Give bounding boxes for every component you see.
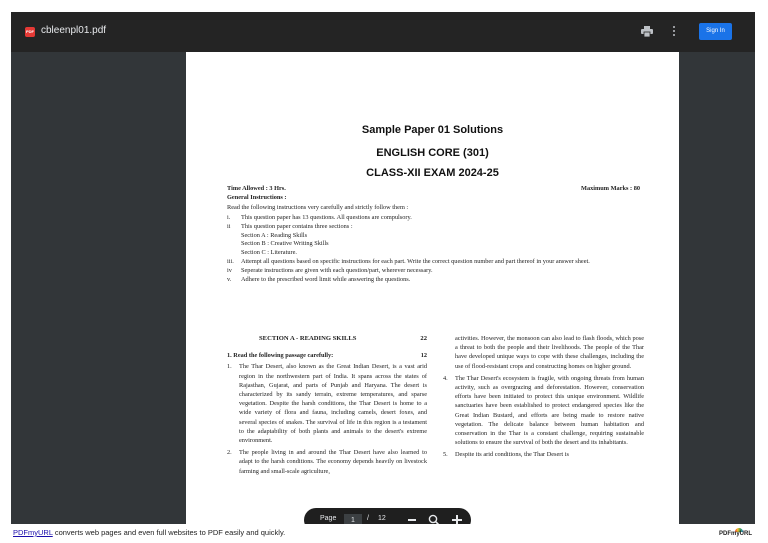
page-number-input[interactable] [344,514,362,524]
doc-subject: ENGLISH CORE (301) [376,147,489,159]
doc-class: CLASS-XII EXAM 2024-25 [366,167,499,179]
pdfmyurl-logo: PDFmyURL [719,528,755,540]
instruction-item: iii. Attempt all questions based on specific instructions for each part. Write the correct question number and part thereof in your answer sheet. [227,257,590,265]
zoom-fit-icon[interactable] [428,514,440,524]
footer-text [13,528,285,537]
section-a-heading: SECTION A - READING SKILLS 22 [259,335,427,342]
pdfmyurl-link[interactable]: PDFmyURL [13,528,53,537]
page-label: Page [320,515,337,522]
instructions-intro: Read the following instructions very carefully and strictly follow them : [227,204,409,211]
instruction-item: iv Seperate instructions are given with each question/part, wherever necessary. [227,266,433,274]
passage-paragraph: 4. The Thar Desert's ecosystem is fragile, with ongoing threats from human activity, such as overgrazing and deforestation. However, conservation efforts have been initiated to protect this unique environment. Wildlife sanctuaries have been established to protect endangered species like the Great Indian Bustard, and efforts are being made to restore native vegetation. The delicate balance between human habitation and conservation in the Thar is a constant challenge, requiring sustainable solutions to ensure the survival of both the desert and its inhabitants. [443,374,644,447]
file-name: cbleenpl01.pdf [41,25,107,36]
left-column [227,334,427,479]
zoom-in-icon[interactable] [452,514,462,524]
question-heading: 1. Read the following passage carefully: 12 [227,352,427,360]
pdf-file-icon: PDF [25,27,35,37]
instruction-item: Section A : Reading Skills [241,231,308,239]
passage-paragraph: 5. Despite its arid conditions, the Thar Desert is [443,451,569,459]
instruction-item: Section B : Creative Writing Skills [241,240,329,248]
max-marks: Maximum Marks : 80 [581,185,640,192]
doc-title: Sample Paper 01 Solutions [361,124,504,136]
instruction-item: Section C : Literature. [241,249,297,257]
passage-paragraph: 2. The people living in and around the Thar Desert have also learned to adapt to the harsh conditions. The economy depends heavily on livestock farming and small-scale agriculture, [227,449,427,475]
footer-description: converts web pages and even full websites to PDF easily and quickly. [52,528,286,537]
total-pages: 12 [378,515,386,522]
page-separator: / [367,515,369,522]
instruction-item: v. Adhere to the prescribed word limit while answering the questions. [227,275,411,283]
passage-paragraph: activities. However, the monsoon can also lead to flash floods, which pose a threat to both the people and their livelihoods. The people of the Thar have developed unique ways to cope with these challenges, including the use of flood-resistant crops and constructing homes on higher ground. [455,335,644,370]
sign-in-button[interactable]: Sign In [699,23,732,40]
pdf-viewer [11,12,755,524]
viewer-topbar [11,12,755,52]
zoom-out-icon[interactable] [408,519,416,521]
time-allowed: Time Allowed : 3 Hrs. [227,185,286,192]
exam-meta [227,185,640,192]
general-instructions-title: General Instructions : [227,194,287,201]
more-options-icon[interactable] [671,25,677,39]
instruction-item: ii This question paper contains three sections : [227,222,353,230]
instruction-item: i. This question paper has 13 questions. All questions are compulsory. [227,214,412,221]
instructions-list [227,214,642,284]
right-column [443,334,644,463]
pdf-page [186,52,679,524]
print-icon[interactable] [641,26,653,37]
passage-paragraph: 1. The Thar Desert, also known as the Great Indian Desert, is a vast arid region in the northwestern part of India. It spans across the states of Rajasthan, Gujarat, and parts of Punjab and Haryana. The desert is characterized by its sandy terrain, extreme temperatures, and sparse vegetation. Despite the harsh conditions, the Thar Desert is home to a wide variety of flora and fauna, including camels, desert foxes, and several species of snakes. The survival of life in this region is a testament to the adaptability of both plants and animals to the desert's extreme environment. [227,363,427,445]
page-toolbar [304,508,471,524]
